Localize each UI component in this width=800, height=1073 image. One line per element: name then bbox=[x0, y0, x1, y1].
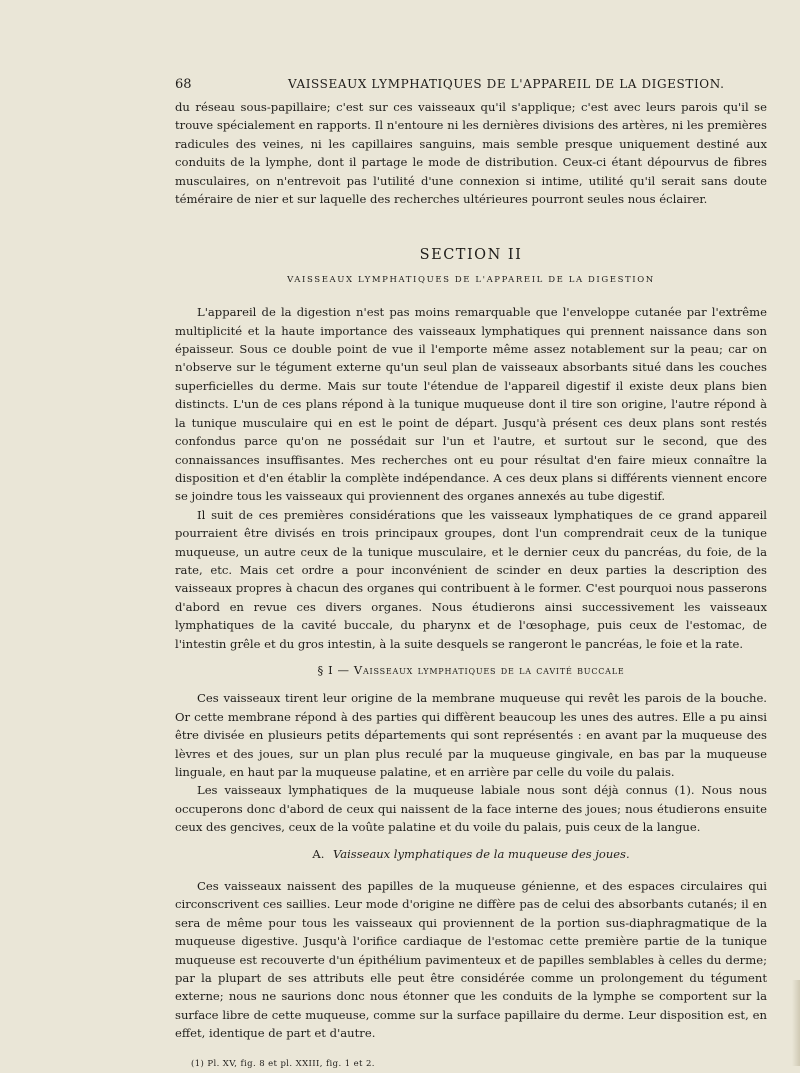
page-header bbox=[175, 77, 767, 97]
page-body bbox=[175, 98, 767, 1073]
subsubsection-paragraph: Ces vaisseaux naissent des papilles de la muqueuse génienne, et des espaces circulaires qui circonscrivent ces saillies. Leur mode d'origine ne diffère pas de celui des absorbants cutanés; il en sera de même pour tous les vaisseaux qui proviennent de la portion sus-diaphragmatique de la muqueuse digestive. Jusqu'à l'orifice cardiaque de l'estomac cette première partie de la tunique muqueuse est recouverte d'un épithélium pavimenteux et de papilles semblables à celles du derme; par la plupart de ses attributs elle peut être considérée comme un prolongement du tégument externe; nous ne saurions donc nous étonner que les conduits de la lymphe se comportent sur la surface libre de cette muqueuse, comme sur la surface papillaire du derme. Leur disposition est, en effet, identique de part et d'autre. bbox=[175, 879, 767, 1041]
running-head: VAISSEAUX LYMPHATIQUES DE L'APPAREIL DE LA DIGESTION. bbox=[288, 77, 725, 91]
section-paragraph-1: L'appareil de la digestion n'est pas moins remarquable que l'enveloppe cutanée par l'extrême multiplicité et la haute importance des vaisseaux lymphatiques qui prennent naissance dans son épaisseur. Sous ce double point de vue il l'emporte même assez notablement sur la peau; car on n'observe sur le tégument externe qu'un seul plan de vaisseaux absorbants situé dans les couches superficielles du derme. Mais sur toute l'étendue de l'appareil digestif il existe deux plans bien distincts. L'un de ces plans répond à la tunique muqueuse dont il tire son origine, l'autre répond à la tunique musculaire qui en est le point de départ. Jusqu'à présent ces deux plans sont restés confondus parce qu'on ne possédait sur l'un et l'autre, et surtout sur le second, que des connaissances insuffisantes. Mes recherches ont eu pour résultat d'en faire mieux connaître la disposition et d'en établir la complète indépendance. A ces deux plans si différents viennent encore se joindre tous les vaisseaux qui proviennent des organes annexés au tube digestif. bbox=[175, 305, 767, 504]
section-title: SECTION II bbox=[419, 247, 523, 264]
subsection-heading bbox=[175, 661, 767, 679]
subsection-marker: § I — bbox=[317, 662, 350, 677]
section-subtitle: VAISSEAUX LYMPHATIQUES DE L'APPAREIL DE LA DIGESTION bbox=[287, 274, 655, 285]
page-edge-shadow bbox=[792, 980, 800, 1066]
subsection-paragraph-1: Ces vaisseaux tirent leur origine de la membrane muqueuse qui revêt les parois de la bouche. Or cette membrane répond à des parties qui diffèrent beaucoup les unes des autres. Elle a pu ainsi être divisée en plusieurs petits départements qui sont représentés : en avant par la muqueuse des lèvres et des joues, sur un plan plus reculé par la muqueuse gingivale, en bas par la muqueuse linguale, en haut par la muqueuse palatine, et en arrière par celle du voile du palais. bbox=[175, 691, 767, 779]
footnote: (1) Pl. XV, fig. 8 et pl. XXIII, fig. 1 et 2. bbox=[191, 1058, 375, 1069]
intro-paragraph: du réseau sous-papillaire; c'est sur ces vaisseaux qu'il s'applique; c'est avec leurs parois qu'il se trouve spécialement en rapports. Il n'entoure ni les dernières divisions des artères, ni les premières radicules des veines, ni les capillaires sanguins, mais semble presque uniquement destiné aux conduits de la lymphe, dont il partage le mode de distribution. Ceux-ci étant dépourvus de fibres musculaires, on n'entrevoit pas l'utilité d'une connexion si intime, utilité qu'il serait sans doute téméraire de nier et sur laquelle des recherches ultérieures pourront seules nous éclairer. bbox=[175, 100, 767, 207]
section-paragraph-2: Il suit de ces premières considérations que les vaisseaux lymphatiques de ce grand appareil pourraient être divisés en trois principaux groupes, dont l'un comprendrait ceux de la tunique muqueuse, un autre ceux de la tunique musculaire, et le dernier ceux du pancréas, du foie, de la rate, etc. Mais cet ordre a pour inconvénient de scinder en deux parties la description des vaisseaux propres à chacun des organes qui contribuent à le former. C'est pourquoi nous passerons d'abord en revue ces divers organes. Nous étudierons ainsi successivement les vaisseaux lymphatiques de la cavité buccale, du pharynx et de l'œsophage, puis ceux de l'estomac, de l'intestin grêle et du gros intestin, à la suite desquels se rangeront le pancréas, le foie et la rate. bbox=[175, 507, 767, 651]
subsubsection-title: Vaisseaux lymphatiques de la muqueuse des joues. bbox=[333, 846, 630, 861]
subsubsection-letter: A. bbox=[312, 846, 325, 861]
page-number: 68 bbox=[175, 77, 192, 92]
subsection-paragraph-2: Les vaisseaux lymphatiques de la muqueuse labiale nous sont déjà connus (1). Nous nous occuperons donc d'abord de ceux qui naissent de la face interne des joues; nous étudierons ensuite ceux des gencives, ceux de la voûte palatine et du voile du palais, puis ceux de la langue. bbox=[175, 783, 767, 835]
subsection-title: Vaisseaux lymphatiques de la cavité buccale bbox=[353, 662, 625, 677]
subsubsection-heading bbox=[175, 845, 767, 863]
